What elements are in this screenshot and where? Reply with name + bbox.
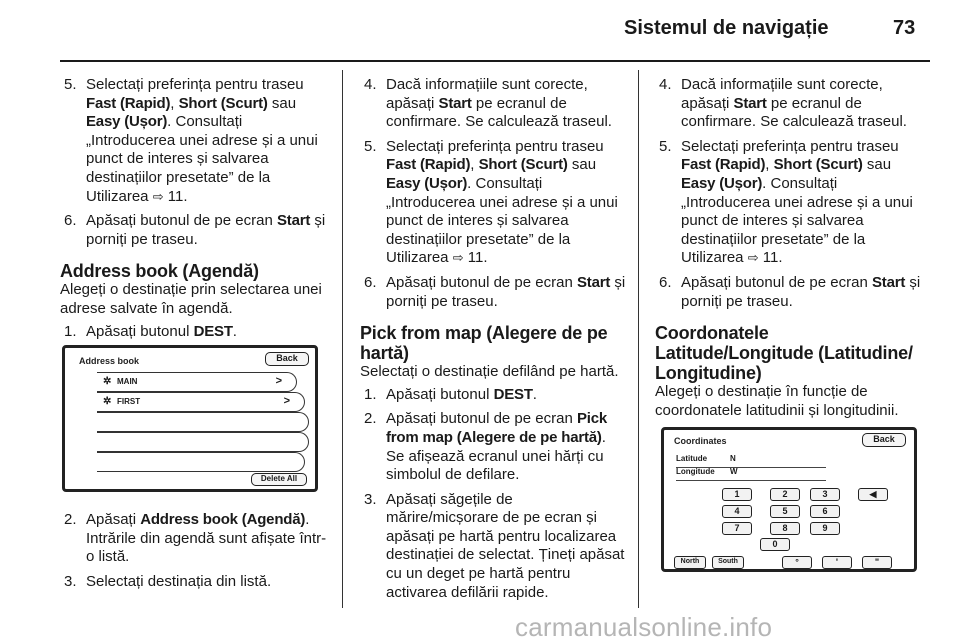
text: Apăsați butonul de pe ecran (681, 273, 872, 291)
text: Apăsați butonul (386, 385, 494, 403)
text: Apăsați butonul de pe ecran (386, 410, 577, 428)
list-item (60, 573, 334, 592)
list-item (655, 138, 927, 268)
pin-icon: ✲ (103, 396, 112, 407)
key-3[interactable]: 3 (810, 488, 840, 501)
column-2 (360, 76, 628, 608)
column-divider (342, 70, 343, 608)
route-short: Short (Scurt) (178, 94, 268, 112)
text: și porniți pe traseu. (386, 273, 626, 310)
latitude-value: N (730, 454, 736, 463)
pick-from-map-label: Pick from map (Alegere de pe hartă) (386, 410, 608, 446)
section-intro: Selectați o destinație defilând pe hartă. (360, 363, 619, 381)
header-rule (60, 60, 930, 62)
route-short: Short (Scurt) (773, 156, 863, 174)
watermark: carmanualsonline.info (515, 612, 773, 642)
text: , (470, 156, 479, 174)
text: pe ecranul de confirmare. Se calculează traseul. (681, 94, 907, 131)
text: , (170, 94, 179, 112)
section-intro: Alegeți o destinație în funcție de coordonatele latitudinii și longitudinii. (655, 383, 899, 419)
text: . Intrările din agendă sunt afișate într-o listă. (86, 511, 327, 566)
text: Apăsați (86, 511, 141, 529)
address-row-main[interactable] (97, 372, 297, 392)
item-number: 4. (364, 76, 377, 93)
text: Selectați destinația din listă. (86, 572, 272, 590)
coordinates-screen (661, 427, 917, 572)
second-key[interactable]: " (862, 556, 892, 569)
item-number: 2. (364, 410, 377, 428)
page-header (0, 0, 960, 62)
section-intro: Alegeți o destinație prin selectarea unei adrese salvate în agendă. (60, 281, 322, 317)
key-4[interactable]: 4 (722, 505, 752, 518)
longitude-field[interactable] (676, 467, 826, 481)
key-6[interactable]: 6 (810, 505, 840, 518)
pin-icon: ✲ (103, 376, 112, 387)
text: Apăsați butonul de pe ecran (86, 212, 277, 230)
route-easy: Easy (Ușor) (386, 174, 468, 192)
item-number: 3. (364, 490, 377, 508)
item-number: 6. (64, 212, 77, 230)
list-item (360, 410, 628, 484)
start-label: Start (276, 212, 311, 230)
route-easy: Easy (Ușor) (86, 113, 168, 131)
text: sau (567, 156, 597, 174)
column-divider (638, 70, 639, 608)
longitude-label: Longitude (676, 467, 715, 476)
key-2[interactable]: 2 (770, 488, 800, 501)
item-number: 5. (364, 137, 377, 155)
address-book-label: Address book (Agendă) (140, 511, 306, 529)
section-heading: Address book (Agendă) (60, 261, 259, 282)
item-number: 4. (659, 76, 672, 93)
page-number: 73 (893, 17, 916, 39)
text: sau (862, 156, 892, 174)
key-7[interactable]: 7 (722, 522, 752, 535)
chevron-right-icon: > (275, 375, 282, 387)
key-0[interactable]: 0 (760, 538, 790, 551)
address-book-screen (62, 345, 318, 492)
key-5[interactable]: 5 (770, 505, 800, 518)
item-number: 3. (64, 572, 77, 590)
start-label: Start (733, 94, 767, 112)
page-ref: 11. (463, 249, 488, 267)
screen-title: Address book (79, 356, 140, 366)
chevron-right-icon: > (283, 395, 290, 407)
section-heading: Coordonatele Latitude/Longitude (Latitudine/ Longitudine) (655, 323, 913, 384)
text: Dacă informațiile sunt corecte, apăsați (681, 76, 883, 112)
route-fast: Fast (Rapid) (681, 156, 766, 174)
item-number: 6. (364, 273, 377, 291)
page-ref: 11. (163, 187, 188, 205)
list-item (360, 386, 628, 405)
address-row-empty[interactable] (97, 432, 309, 452)
list-item (60, 76, 334, 206)
text: Selectați preferința pentru traseu (681, 137, 899, 155)
dest-label: DEST (193, 322, 233, 340)
start-label: Start (576, 273, 611, 291)
route-short: Short (Scurt) (478, 156, 568, 174)
item-number: 1. (364, 385, 377, 403)
north-button[interactable]: North (674, 556, 706, 569)
south-button[interactable]: South (712, 556, 744, 569)
text: Selectați preferința pentru traseu (86, 76, 304, 93)
list-item (60, 212, 334, 249)
minute-key[interactable]: ' (822, 556, 852, 569)
back-button[interactable]: Back (862, 433, 906, 447)
page-title: Sistemul de navigație (624, 17, 829, 39)
list-item (60, 511, 334, 567)
route-fast: Fast (Rapid) (386, 156, 471, 174)
list-item (655, 76, 927, 132)
latitude-label: Latitude (676, 454, 708, 463)
degree-key[interactable]: ° (782, 556, 812, 569)
latitude-field[interactable] (676, 454, 826, 468)
address-row-empty[interactable] (97, 412, 309, 432)
text: . Consultați „Introducerea unei adrese și a unui punct de interes și salvarea destinațiilor presetate” de la Utilizarea (681, 174, 913, 267)
text: . Consultați „Introducerea unei adrese și a unui punct de interes și salvarea destinațiilor presetate” de la Utilizarea (86, 113, 318, 205)
text: Apăsați butonul (86, 322, 194, 340)
address-row-empty[interactable] (97, 452, 305, 472)
key-8[interactable]: 8 (770, 522, 800, 535)
text: pe ecranul de confirmare. Se calculează traseul. (386, 94, 612, 131)
text: și porniți pe traseu. (86, 212, 326, 248)
key-1[interactable]: 1 (722, 488, 752, 501)
page-ref-arrow-icon: ⇨ (747, 250, 759, 266)
text: Apăsați săgețile de mărire/micșorare de pe ecran și apăsați pe hartă pentru localizarea destinației de selectat. Țineți apăsat cu un deget pe hartă pentru activarea defilării rapide. (386, 490, 625, 601)
list-item (60, 323, 334, 342)
list-item (360, 274, 628, 311)
item-number: 5. (659, 137, 672, 155)
text: . (532, 385, 537, 403)
start-label: Start (871, 273, 906, 291)
page-ref-arrow-icon: ⇨ (452, 250, 464, 266)
address-label: FIRST (117, 397, 141, 406)
route-fast: Fast (Rapid) (86, 94, 171, 112)
longitude-value: W (730, 467, 738, 476)
list-item (655, 274, 927, 311)
route-easy: Easy (Ușor) (681, 174, 763, 192)
text: sau (267, 94, 297, 112)
address-row-first[interactable] (97, 392, 305, 412)
text: Dacă informațiile sunt corecte, apăsați (386, 76, 588, 112)
list-item (360, 491, 628, 603)
delete-all-button[interactable]: Delete All (251, 473, 307, 486)
section-heading: Pick from map (Alegere de pe hartă) (360, 323, 608, 364)
start-label: Start (438, 94, 472, 112)
text: . Se afișează ecranul unei hărți cu simbolul de defilare. (386, 428, 606, 484)
text: și porniți pe traseu. (681, 273, 921, 310)
list-item (360, 138, 628, 268)
text: , (765, 156, 774, 174)
dest-label: DEST (493, 385, 533, 403)
column-1 (60, 76, 334, 598)
backspace-icon[interactable]: ◀ (858, 488, 888, 501)
text: . (232, 322, 237, 340)
screen-title: Coordinates (674, 436, 727, 446)
item-number: 2. (64, 511, 77, 529)
page-ref: 11. (758, 249, 783, 267)
column-3 (655, 76, 927, 424)
text: Apăsați butonul de pe ecran (386, 273, 577, 291)
item-number: 6. (659, 273, 672, 291)
text: . Consultați „Introducerea unei adrese și a unui punct de interes și salvarea destinațiilor presetate” de la Utilizarea (386, 174, 618, 267)
page-ref-arrow-icon: ⇨ (152, 188, 164, 204)
address-label: MAIN (117, 377, 138, 386)
list-item (360, 76, 628, 132)
back-button[interactable]: Back (265, 352, 309, 366)
key-9[interactable]: 9 (810, 522, 840, 535)
item-number: 1. (64, 322, 77, 340)
item-number: 5. (64, 76, 77, 93)
text: Selectați preferința pentru traseu (386, 137, 604, 155)
